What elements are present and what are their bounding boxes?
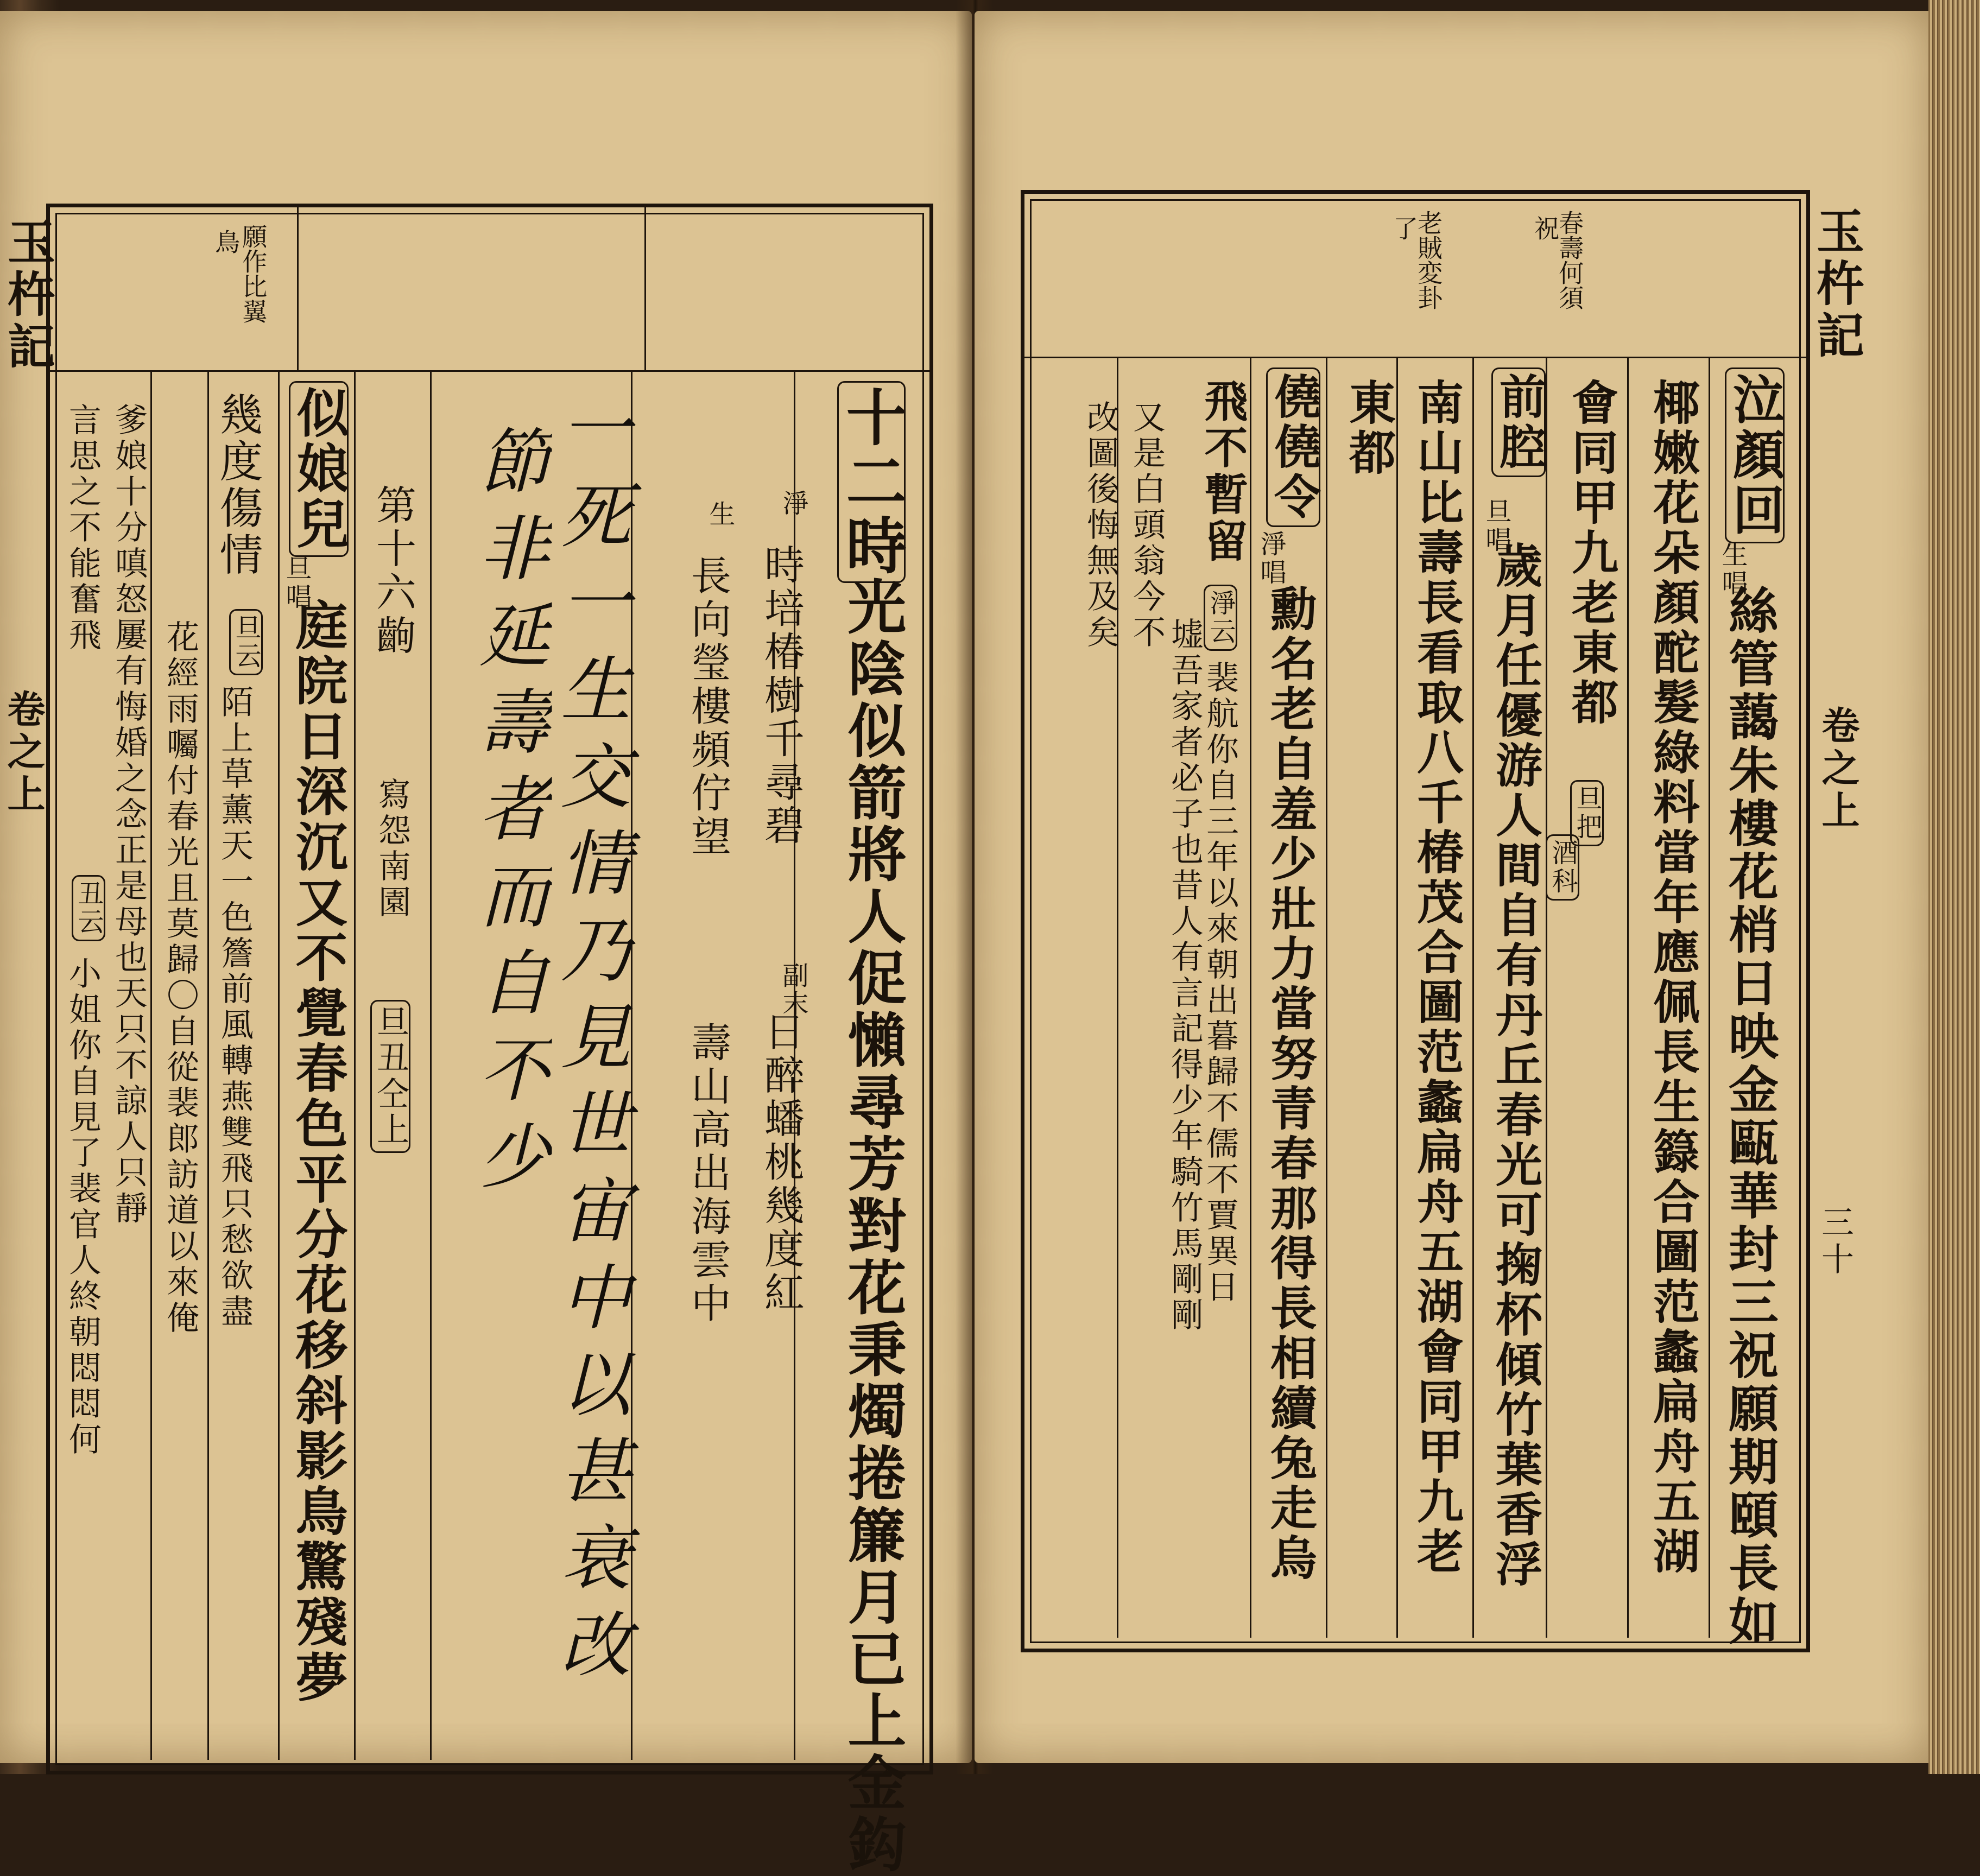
left-col10-role: 丑云	[72, 875, 105, 941]
right-col-divider-1	[1709, 357, 1710, 1638]
right-top-note-1: 春壽何須	[1555, 210, 1585, 310]
left-col1-head: 十二時	[837, 381, 906, 583]
left-col7-role: 旦云	[229, 609, 263, 675]
right-top-note-1-tail: 祝	[1530, 216, 1560, 240]
left-col8-text: 花經雨囑付春光且莫歸〇自從裴郎訪道以來俺	[161, 620, 199, 1336]
left-margin-title: 玉杵記	[0, 217, 56, 373]
right-col7-text: 勳名老自羞少壯力當努青春那得長相續兔走烏	[1262, 585, 1317, 1583]
left-col6-head: 似娘兒	[289, 381, 349, 557]
right-col7-head: 僥僥令	[1266, 367, 1320, 527]
right-col8-role: 淨云	[1204, 585, 1237, 651]
left-page	[0, 11, 972, 1876]
right-col-divider-6	[1326, 357, 1327, 1638]
left-col2-role: 淨	[778, 490, 808, 518]
right-col3-text: 會同甲九老東都	[1564, 378, 1618, 728]
left-top-note: 願作比翼	[238, 224, 268, 324]
right-col4-role: 旦唱	[1481, 498, 1511, 554]
right-col-divider-5	[1396, 357, 1398, 1638]
left-col-divider-7	[150, 370, 152, 1760]
right-col-divider-7	[1250, 357, 1251, 1638]
right-col3-role: 旦把	[1570, 780, 1604, 846]
left-top-note-tail: 鳥	[211, 229, 241, 254]
right-col-divider-3	[1546, 357, 1547, 1638]
left-col-divider-3	[430, 370, 432, 1760]
right-col4-head: 前腔	[1491, 367, 1546, 477]
left-frame	[46, 204, 933, 1876]
right-col7-role: 淨唱	[1256, 530, 1286, 587]
left-col3-text: 長向瑩樓頻佇望	[685, 555, 731, 859]
right-col11-text: 改圖後悔無及矣	[1081, 400, 1119, 651]
right-page	[975, 11, 1930, 1763]
left-handwritten-note-2: 節非延壽者而自不少	[467, 424, 550, 1206]
left-header-divider	[50, 370, 929, 372]
right-col-divider-4	[1472, 357, 1474, 1638]
right-col3-role2: 酒科	[1546, 834, 1579, 901]
right-col1-role: 生唱	[1717, 541, 1748, 598]
right-col9-text: 墟吾家者必子也昔人有言記得少年騎竹馬剛剛	[1166, 617, 1204, 1334]
right-col-divider-2	[1627, 357, 1629, 1638]
right-margin-title: 玉杵記	[1809, 206, 1865, 363]
page-edge-stack	[1928, 0, 1980, 1774]
left-col3-role: 生	[705, 500, 735, 529]
left-header-col-line	[644, 207, 646, 370]
right-page-number: 三十	[1816, 1205, 1854, 1279]
left-col3-text2: 壽山高出海雲中	[685, 1022, 731, 1326]
left-col2-text2: 日醉蟠桃幾度紅	[758, 1011, 805, 1315]
right-col2-text: 椰嫩花朵顏酡髮綠料當年應佩長生籙合圖范蠡扁舟五湖	[1645, 378, 1700, 1577]
right-frame	[1021, 190, 1810, 1652]
left-col9-text: 爹娘十分嗔怒屢有悔婚之念正是母也天只不諒人只靜	[110, 403, 148, 1227]
left-col10-text: 言思之不能奮飛	[64, 403, 102, 654]
left-handwritten-note-1: 一死一生交情乃見世宙中以甚衰改	[549, 392, 631, 1695]
left-col1-text: 光陰似箭將人促懶尋芳對花秉燭捲簾月已上金鈎	[838, 576, 906, 1876]
left-header-col-line-2	[297, 207, 299, 370]
left-col2-text: 時培椿樹千尋碧	[758, 544, 805, 848]
right-margin-chapter: 卷之上	[1815, 706, 1861, 833]
right-col6-text: 東都	[1341, 378, 1396, 478]
right-top-note-2-tail: 了	[1389, 216, 1419, 240]
left-col-divider-6	[207, 370, 209, 1760]
right-header-divider	[1024, 357, 1806, 358]
right-col10-text: 又是白頭翁今不	[1128, 400, 1166, 651]
left-col6-text: 庭院日深沉又不覺春色平分花移斜影鳥驚殘夢	[287, 598, 349, 1706]
right-col1-text: 絲管藹朱樓花梢日映金甌華封三祝願期頤長如	[1720, 585, 1779, 1649]
left-scene-number: 第十六齣	[370, 484, 416, 658]
left-col7-text2: 陌上草薰天一色簷前風轉燕雙飛只愁欲盡	[216, 685, 254, 1330]
left-col7-text: 幾度傷情	[212, 392, 263, 579]
right-top-note-2: 老賊変卦	[1414, 210, 1444, 310]
left-col6-role: 旦唱	[281, 555, 312, 611]
left-col2-role2: 副末	[778, 962, 808, 1018]
right-col4-text: 歲月任優游人間自有丹丘春光可掬杯傾竹葉香浮	[1488, 541, 1542, 1590]
left-scene-title: 寫怨南園	[373, 777, 411, 921]
left-col10-text2: 小姐你自見了裴官人終朝悶悶何	[64, 956, 102, 1458]
right-col8-small: 裴航你自三年以來朝出暮歸不儒不賈異日	[1201, 661, 1239, 1305]
left-scene-cast: 旦丑仝上	[370, 1000, 410, 1153]
left-margin-chapter: 卷之上	[1, 689, 46, 816]
left-col-divider-5	[278, 370, 280, 1760]
right-col1-head: 泣顏回	[1725, 367, 1785, 543]
right-col5-text: 南山比壽長看取八千椿茂合圖范蠡扁舟五湖會同甲九老	[1409, 378, 1464, 1577]
left-col-divider-4	[354, 370, 356, 1760]
right-col8-text: 飛不暫留	[1197, 378, 1248, 565]
